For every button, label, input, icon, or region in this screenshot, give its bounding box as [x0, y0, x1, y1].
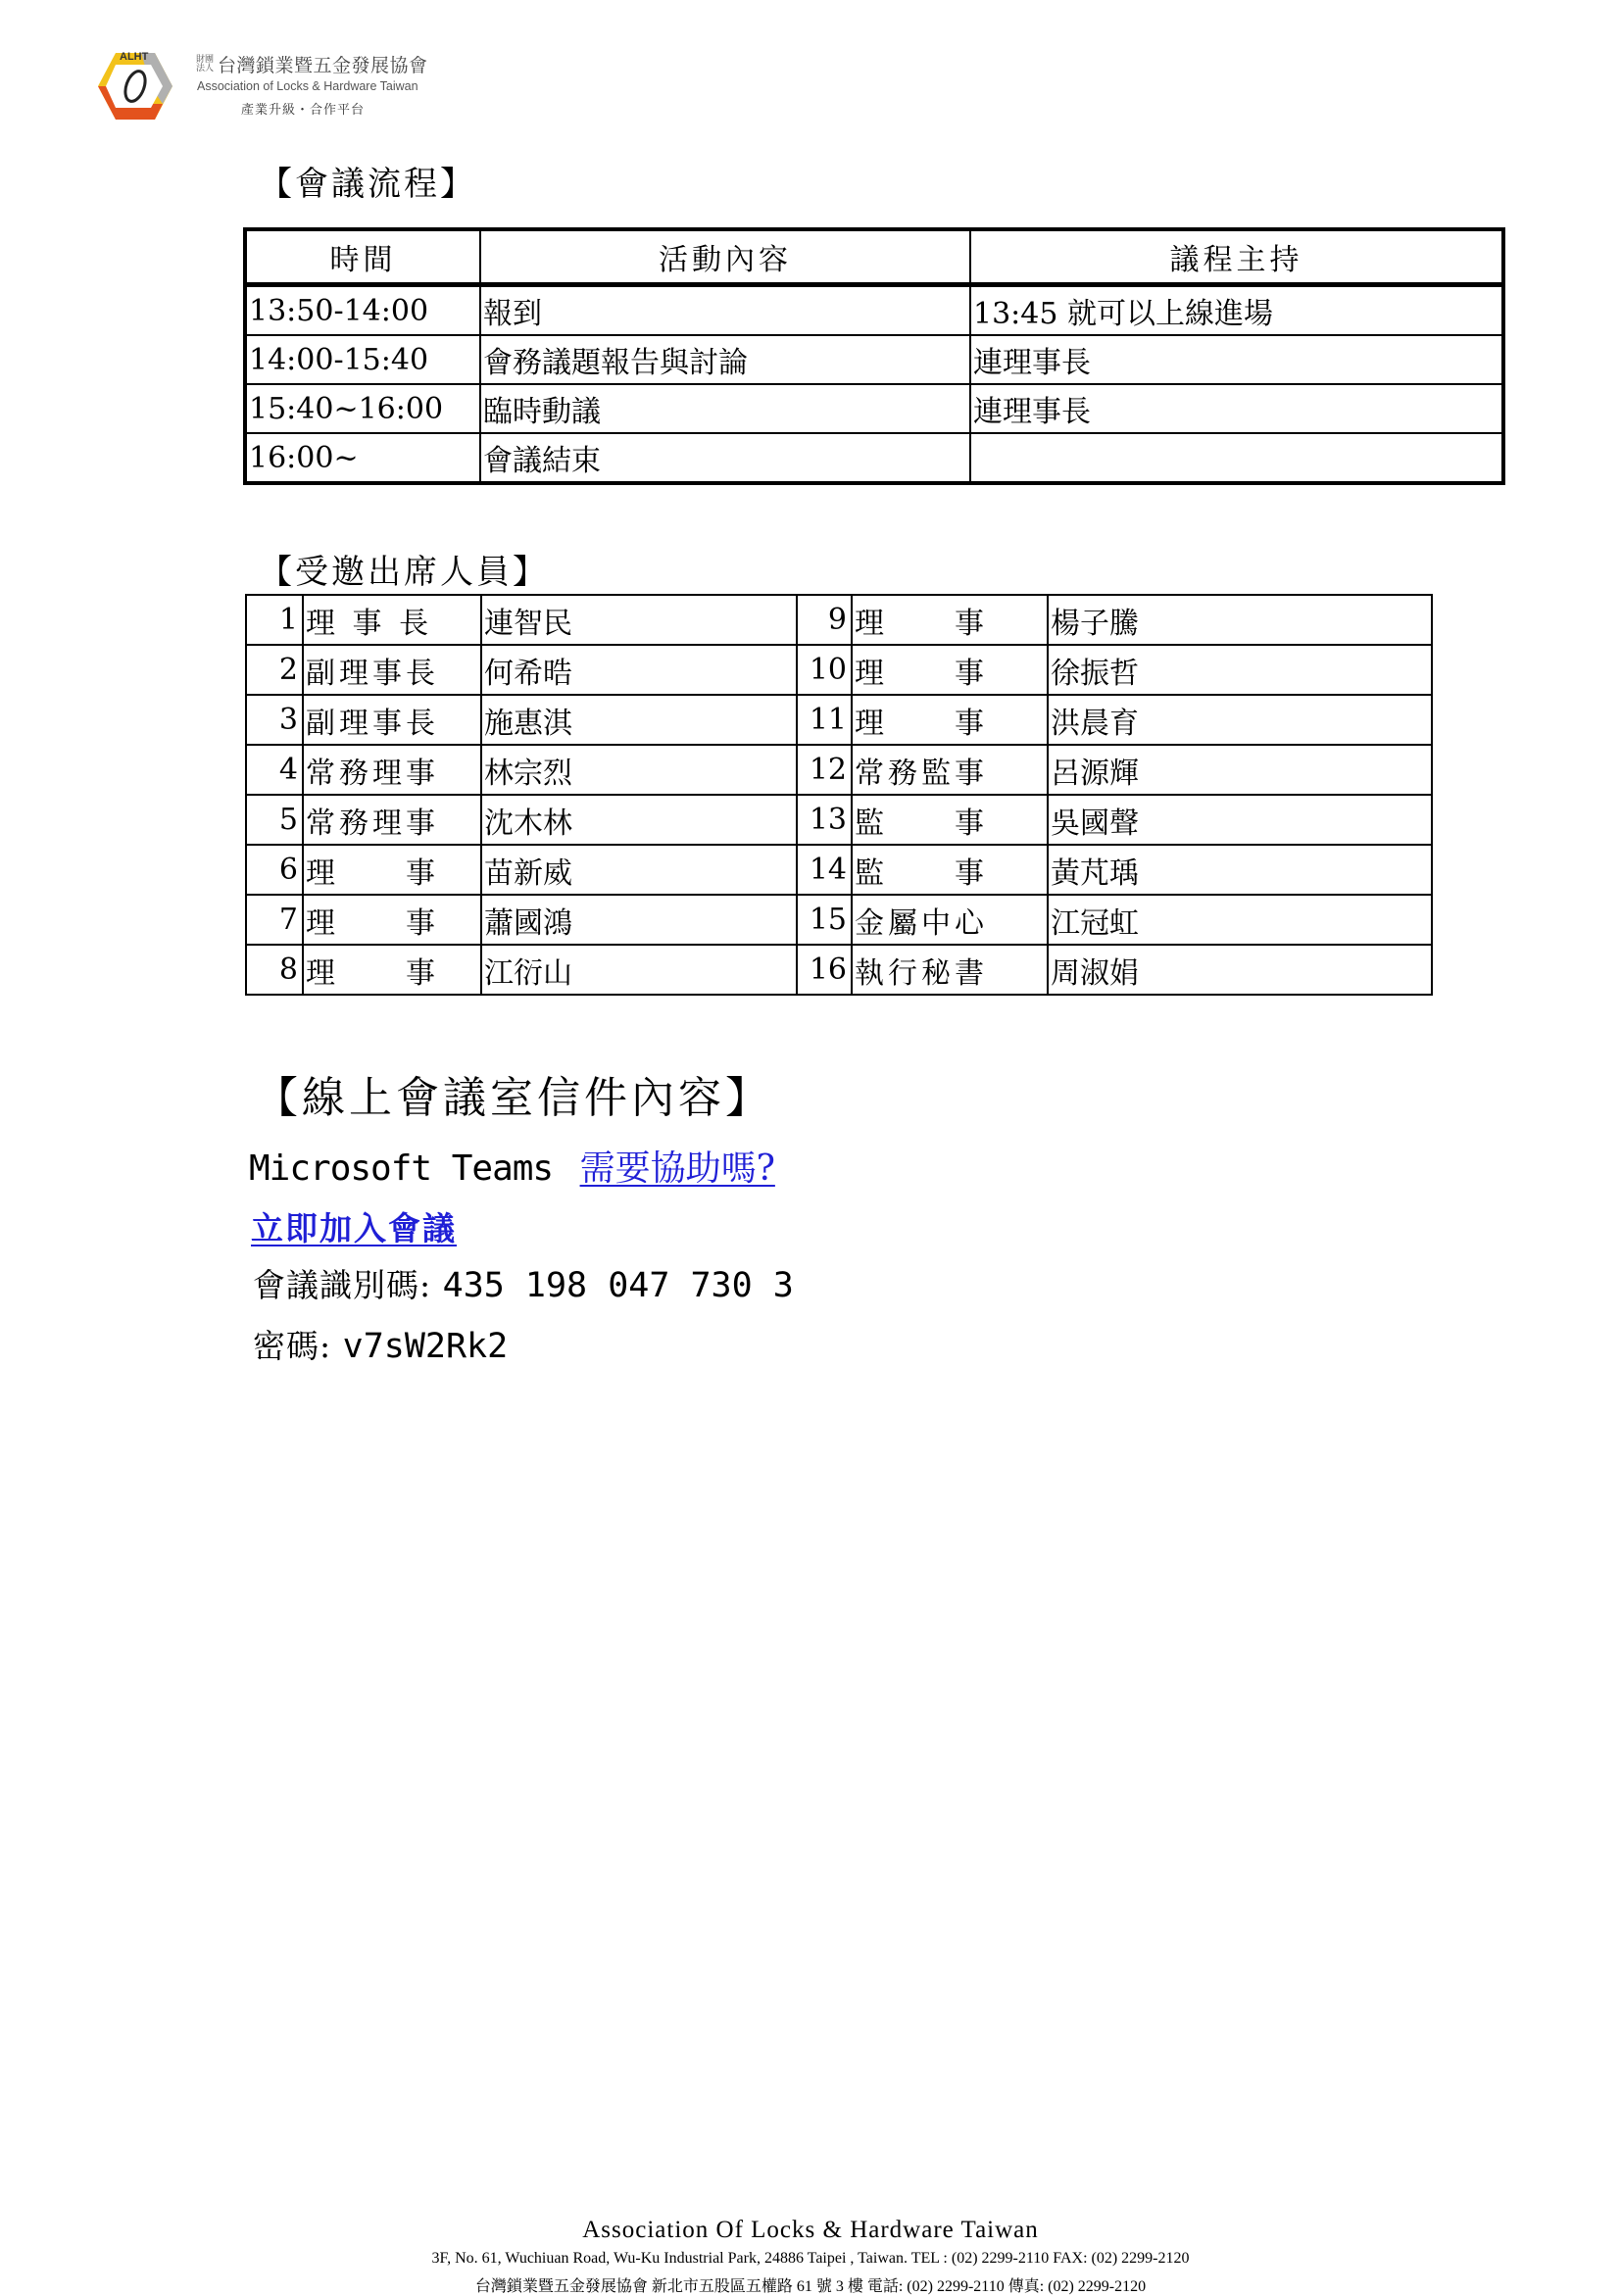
organization-header [196, 51, 428, 118]
attendee-number: 15 [797, 895, 852, 945]
agenda-activity: 會務議題報告與討論 [480, 335, 970, 384]
attendee-name: 楊子騰 [1048, 595, 1432, 645]
org-type-label: 財團法人 [196, 54, 215, 73]
attendee-name: 何希晧 [481, 645, 797, 695]
agenda-header-row [245, 229, 1503, 285]
attendee-number: 14 [797, 845, 852, 895]
attendee-number: 6 [246, 845, 303, 895]
attendee-title: 理 事 [303, 895, 481, 945]
password-value: v7sW2Rk2 [342, 1327, 509, 1366]
attendee-name: 洪晨育 [1048, 695, 1432, 745]
agenda-col-activity: 活動內容 [480, 229, 970, 285]
attendee-title: 理 事 [852, 645, 1048, 695]
attendee-name: 施惠淇 [481, 695, 797, 745]
attendee-title: 副理事長 [303, 645, 481, 695]
table-row [246, 845, 1432, 895]
join-meeting-link[interactable]: 立即加入會議 [251, 1209, 457, 1247]
table-row [246, 645, 1432, 695]
org-name-zh: 台灣鎖業暨五金發展協會 [218, 55, 428, 76]
attendee-title: 常務理事 [303, 745, 481, 795]
teams-brand: Microsoft Teams [249, 1148, 554, 1189]
table-row [245, 384, 1503, 433]
agenda-host: 連理事長 [970, 384, 1503, 433]
attendee-name: 林宗烈 [481, 745, 797, 795]
attendees-table [245, 594, 1433, 996]
attendee-name: 呂源輝 [1048, 745, 1432, 795]
attendee-title: 常務理事 [303, 795, 481, 845]
attendee-number: 13 [797, 795, 852, 845]
attendees-heading: 【受邀出席人員】 [259, 553, 549, 592]
table-row [246, 745, 1432, 795]
attendee-number: 9 [797, 595, 852, 645]
attendee-number: 11 [797, 695, 852, 745]
attendee-name: 周淑娟 [1048, 945, 1432, 995]
attendee-title: 常務監事 [852, 745, 1048, 795]
org-slogan: 產業升級・合作平台 [241, 103, 366, 118]
meeting-id-label: 會議識別碼: [253, 1266, 432, 1304]
meeting-id-value: 435 198 047 730 3 [442, 1266, 794, 1305]
org-name-en: Association of Locks & Hardware Taiwan [197, 79, 418, 93]
agenda-host: 連理事長 [970, 335, 1503, 384]
attendee-number: 1 [246, 595, 303, 645]
attendee-title: 副理事長 [303, 695, 481, 745]
attendee-title: 監 事 [852, 845, 1048, 895]
attendee-name: 黃芃瑀 [1048, 845, 1432, 895]
attendee-number: 16 [797, 945, 852, 995]
table-row [245, 433, 1503, 483]
attendee-title: 理 事 長 [303, 595, 481, 645]
password-line [253, 1321, 508, 1367]
attendee-title: 理 事 [303, 845, 481, 895]
footer-address-zh: 台灣鎖業暨五金發展協會 新北市五股區五權路 61 號 3 樓 電話: (02) 2299-2110 傳真: (02) 2299-2120 [474, 2278, 1147, 2295]
attendee-name: 蕭國鴻 [481, 895, 797, 945]
attendee-title: 金屬中心 [852, 895, 1048, 945]
agenda-activity: 會議結束 [480, 433, 970, 483]
footer-address-en: 3F, No. 61, Wuchiuan Road, Wu-Ku Industrial Park, 24886 Taipei , Taiwan. TEL : (02) 2299-2110 FAX: (02) 2299-2120 [431, 2250, 1190, 2267]
attendee-name: 徐振哲 [1048, 645, 1432, 695]
help-link[interactable]: 需要協助嗎? [579, 1148, 775, 1189]
attendee-title: 理 事 [852, 695, 1048, 745]
attendee-number: 5 [246, 795, 303, 845]
agenda-heading: 【會議流程】 [259, 165, 476, 204]
attendee-number: 3 [246, 695, 303, 745]
attendee-number: 10 [797, 645, 852, 695]
attendee-title: 理 事 [852, 595, 1048, 645]
agenda-host [970, 433, 1503, 483]
table-row [246, 595, 1432, 645]
teams-brand-line [249, 1141, 775, 1191]
svg-text:ALHT: ALHT [120, 51, 149, 63]
attendee-title: 執行秘書 [852, 945, 1048, 995]
attendee-name: 江冠虹 [1048, 895, 1432, 945]
teams-heading: 【線上會議室信件內容】 [255, 1073, 772, 1123]
agenda-activity: 報到 [480, 285, 970, 336]
password-label: 密碼: [253, 1327, 332, 1365]
agenda-col-host: 議程主持 [970, 229, 1503, 285]
table-row [245, 285, 1503, 336]
attendee-name: 吳國聲 [1048, 795, 1432, 845]
attendee-number: 4 [246, 745, 303, 795]
agenda-time: 16:00~ [245, 433, 480, 483]
table-row [246, 945, 1432, 995]
attendee-name: 江衍山 [481, 945, 797, 995]
attendee-number: 2 [246, 645, 303, 695]
attendee-name: 連智民 [481, 595, 797, 645]
table-row [246, 795, 1432, 845]
table-row [246, 695, 1432, 745]
agenda-time: 13:50-14:00 [245, 285, 480, 336]
attendee-name: 沈木林 [481, 795, 797, 845]
attendee-number: 8 [246, 945, 303, 995]
table-row [246, 895, 1432, 945]
agenda-time: 14:00-15:40 [245, 335, 480, 384]
agenda-col-time: 時間 [245, 229, 480, 285]
table-row [245, 335, 1503, 384]
attendee-name: 苗新威 [481, 845, 797, 895]
alht-logo [94, 47, 188, 129]
attendee-title: 監 事 [852, 795, 1048, 845]
attendee-number: 7 [246, 895, 303, 945]
agenda-table [243, 227, 1505, 485]
agenda-activity: 臨時動議 [480, 384, 970, 433]
meeting-id-line [253, 1260, 794, 1306]
agenda-time: 15:40~16:00 [245, 384, 480, 433]
attendee-number: 12 [797, 745, 852, 795]
attendee-title: 理 事 [303, 945, 481, 995]
agenda-host: 13:45 就可以上線進場 [970, 285, 1503, 336]
footer-title: Association Of Locks & Hardware Taiwan [582, 2217, 1039, 2243]
